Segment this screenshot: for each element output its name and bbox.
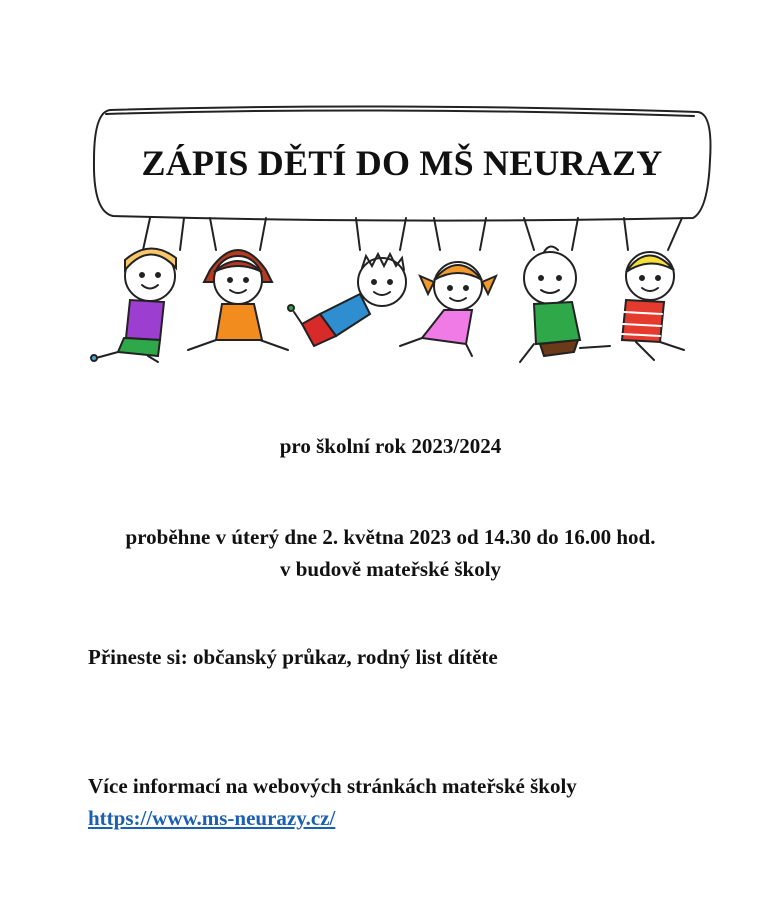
date-time-text: proběhne v úterý dne 2. května 2023 od 14.30 do 16.00 hod. [125,525,656,549]
child-3-figure [288,218,406,346]
location-text: v budově mateřské školy [279,557,502,581]
documents-to-bring-text: Přineste si: občanský průkaz, rodný list dítěte [88,645,498,669]
child-4-figure [400,218,496,356]
child-2-figure [188,218,288,350]
child-6-figure [622,218,684,360]
more-info-text: Více informací na webových stránkách mateřské školy [88,774,577,798]
website-link[interactable]: https://www.ms-neurazy.cz/ [88,806,336,830]
page-title: ZÁPIS DĚTÍ DO MŠ NEURAZY [141,143,663,183]
school-year-text: pro školní rok 2023/2024 [279,434,502,458]
kids-holding-banner-illustration [88,100,716,370]
child-5-figure [520,218,610,362]
child-1-figure [91,218,184,362]
